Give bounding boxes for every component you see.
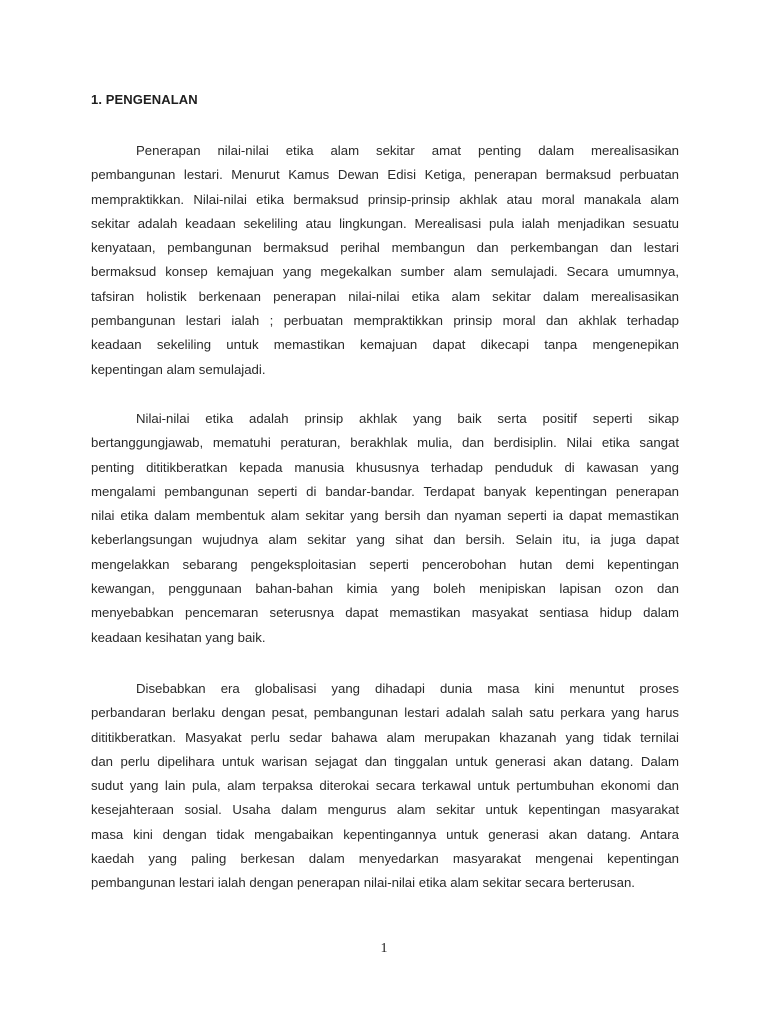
paragraph-globalisation [91, 677, 679, 896]
paragraph-line: tafsiran holistik berkenaan penerapan nilai-nilai etika alam sekitar dalam merealisasikan [91, 288, 679, 304]
paragraph-line: bertanggungjawab, mematuhi peraturan, berakhlak mulia, dan berdisiplin. Nilai etika sangat [91, 435, 679, 451]
paragraph-line: mempraktikkan. Nilai-nilai etika bermaksud prinsip-prinsip akhlak atau moral manakala alam [91, 191, 679, 207]
paragraph-line: perbandaran berlaku dengan pesat, pembangunan lestari adalah salah satu perkara yang harus [91, 705, 679, 721]
paragraph-line: dititikberatkan. Masyakat perlu sedar bahawa alam merupakan khazanah yang tidak ternilai [91, 729, 679, 745]
paragraph-line: bermaksud konsep kemajuan yang megekalkan sumber alam semulajadi. Secara umumnya, [91, 264, 679, 280]
paragraph-line: keadaan kesihatan yang baik. [91, 629, 266, 645]
paragraph-line: keberlangsungan wujudnya alam sekitar yang sihat dan bersih. Selain itu, ia juga dapat [91, 532, 679, 548]
paragraph-line: pembangunan lestari. Menurut Kamus Dewan Edisi Ketiga, penerapan bermaksud perbuatan [91, 167, 679, 183]
paragraph-line: kepentingan alam semulajadi. [91, 361, 266, 377]
paragraph-ethics-values [91, 407, 679, 650]
section-heading: 1. PENGENALAN [91, 92, 198, 107]
paragraph-introduction-definition [91, 139, 679, 382]
paragraph-line: sekitar adalah keadaan sekeliling atau lingkungan. Merealisasi pula ialah menjadikan sesuatu [91, 215, 679, 231]
paragraph-line: dan perlu dipelihara untuk warisan sejagat dan tinggalan untuk generasi akan datang. Dalam [91, 753, 679, 769]
paragraph-line: Nilai-nilai etika adalah prinsip akhlak yang baik serta positif seperti sikap [136, 411, 679, 426]
paragraph-line: kesejahteraan sosial. Usaha dalam mengurus alam sekitar untuk kepentingan masyarakat [91, 802, 679, 818]
paragraph-line: kenyataan, pembangunan bermaksud perihal membangun dan perkembangan dan lestari [91, 240, 679, 256]
paragraph-line: menyebabkan pencemaran seterusnya dapat memastikan masyakat sentiasa hidup dalam [91, 605, 679, 621]
paragraph-line: kewangan, penggunaan bahan-bahan kimia yang boleh menipiskan lapisan ozon dan [91, 581, 679, 597]
paragraph-line: kaedah yang paling berkesan dalam menyedarkan masyarakat mengenai kepentingan [91, 851, 679, 867]
paragraph-line: Disebabkan era globalisasi yang dihadapi dunia masa kini menuntut proses [136, 681, 679, 696]
paragraph-line: Penerapan nilai-nilai etika alam sekitar amat penting dalam merealisasikan [136, 143, 679, 158]
paragraph-line: nilai etika dalam membentuk alam sekitar yang bersih dan nyaman seperti ia dapat memastikan [91, 508, 679, 524]
paragraph-line: keadaan sekeliling untuk memastikan kemajuan dapat dikecapi tanpa mengenepikan [91, 337, 679, 353]
paragraph-line: pembangunan lestari ialah ; perbuatan mempraktikkan prinsip moral dan akhlak terhadap [91, 313, 679, 329]
paragraph-line: pembangunan lestari ialah dengan penerapan nilai-nilai etika alam sekitar secara berterusan. [91, 875, 635, 891]
page-number: 1 [380, 941, 388, 956]
paragraph-line: mengelakkan sebarang pengeksploitasian seperti pencerobohan hutan demi kepentingan [91, 556, 679, 572]
paragraph-line: masa kini dengan tidak mengabaikan kepentingannya untuk generasi akan datang. Antara [91, 826, 679, 842]
paragraph-line: mengalami pembangunan seperti di bandar-bandar. Terdapat banyak kepentingan penerapan [91, 483, 679, 499]
paragraph-line: penting dititikberatkan kepada manusia khususnya terhadap penduduk di kawasan yang [91, 459, 679, 475]
paragraph-line: sudut yang lain pula, alam terpaksa diterokai secara terkawal untuk pertumbuhan ekonomi dan [91, 778, 679, 794]
